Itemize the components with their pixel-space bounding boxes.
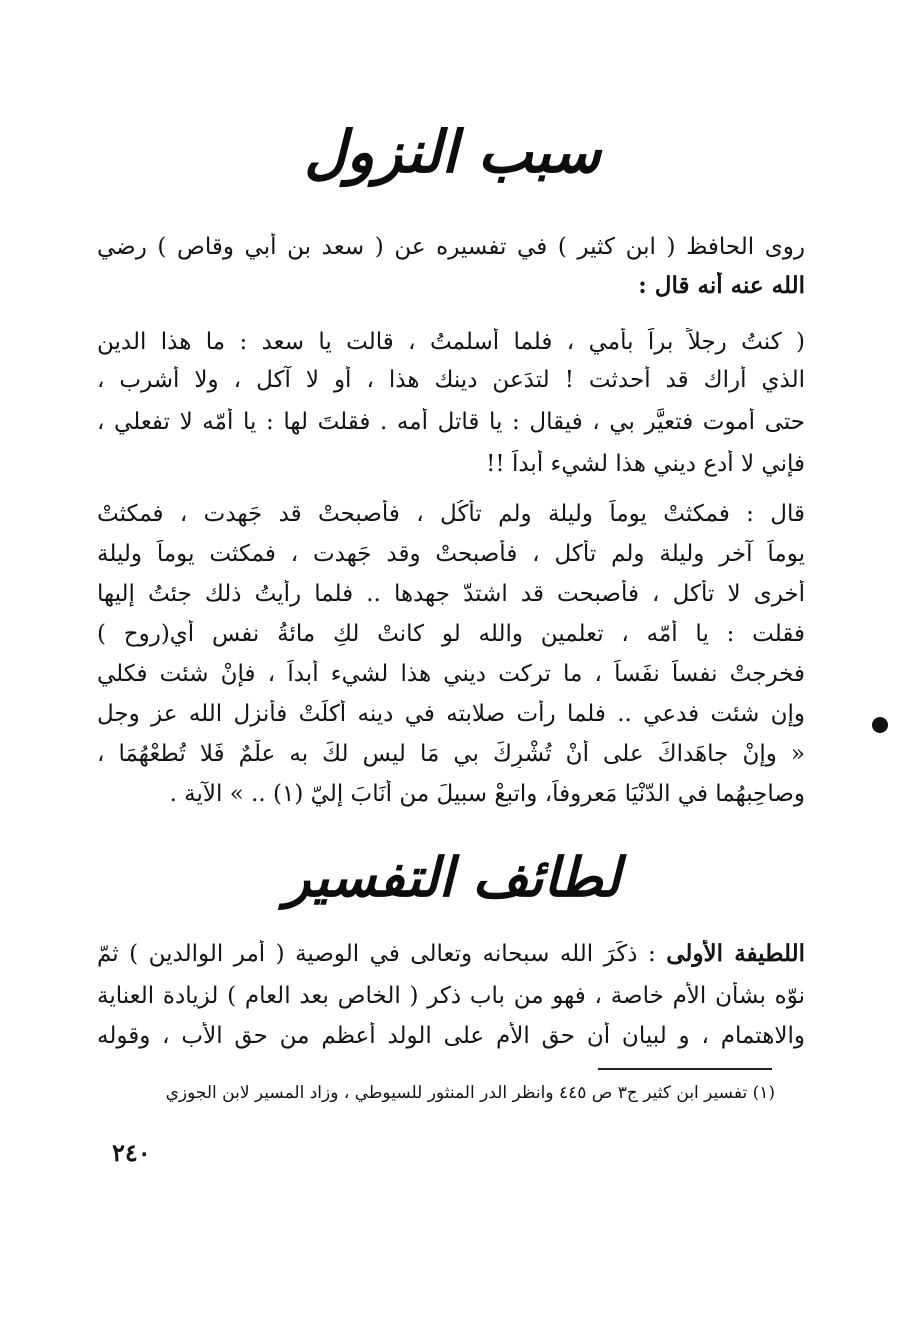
lataif-label: اللطيفة الأولى (666, 940, 805, 967)
lataif-line-1-text: : ذكَرَ الله سبحانه وتعالى في الوصية ( أمر الوالدين ) ثمّ (97, 941, 656, 967)
quote-line-3: حتى أموت فتعيَّر بي ، فيقال : يا قاتل أمه . فقلتَ لها : يا أمّه لا تفعلي ، (97, 409, 805, 435)
story-line-1: قال : فمكثتْ يوماً وليلة ولم تأكُل ، فأصبحتْ قد جَهدت ، فمكثتْ (97, 501, 805, 527)
story-line-2: يوماً آخر وليلة ولم تأكل ، فأصبحتْ وقد جَهدت ، فمكثت يوماً وليلة (97, 541, 805, 567)
story-line-5: فخرجتْ نفساً نفَساً ، ما تركت ديني هذا لشيء أبداً ، فإنْ شئت فكلي (97, 661, 805, 687)
section-heading-sabab-al-nuzul: سبب النزول (304, 118, 601, 186)
quote-line-1: ( كنتُ رجلاً براً بأمي ، فلما أسلمتُ ، قالت يا سعد : ما هذا الدين (97, 329, 805, 355)
story-line-7: « وإنْ جاهَداكَ على أنْ تُشْرِكَ بي مَا ليس لكَ به علْمٌ فَلا تُطعْهُمَا ، (97, 741, 805, 767)
intro-line-1: روى الحافظ ( ابن كثير ) في تفسيره عن ( سعد بن أبي وقاص ) رضي (97, 234, 805, 260)
story-line-3: أخرى لا تأكل ، فأصبحت قد اشتدّ جهدها .. فلما رأيتُ ذلك جئتُ إليها (97, 581, 805, 607)
footnote: (١) تفسير ابن كثير ج٣ ص ٤٤٥ وانظر الدر المنثور للسيوطي ، وزاد المسير لابن الجوزي (165, 1083, 775, 1103)
lataif-line-2: نوّه بشأن الأم خاصة ، فهو من باب ذكر ( الخاص بعد العام ) لزيادة العناية (97, 983, 805, 1009)
section-heading-lataif-al-tafsir: لطائف التفسير (284, 845, 621, 909)
story-line-4: فقلت : يا أمّه ، تعلمين والله لو كانتْ لكِ مائةُ نفس أي(روح ) (97, 621, 805, 647)
ink-blot (872, 717, 888, 733)
lataif-line-1 (97, 940, 805, 968)
lataif-line-3: والاهتمام ، و لبيان أن حق الأم على الولد أعظم من حق الأب ، وقوله (97, 1023, 805, 1049)
quote-line-4: فإني لا أدع ديني هذا لشيء أبداً !! (486, 451, 805, 477)
story-line-8: وصاحِبهُما في الدّنْيَا مَعروفاً، واتبعْ سبيلَ من أنَابَ إليّ (١) .. » الآية . (169, 781, 805, 807)
intro-line-2: الله عنه أنه قال : (638, 272, 805, 299)
story-line-6: وإن شئت فدعي .. فلما رأت صلابته في دينه أكلَتْ فأنزل الله عز وجل (97, 701, 805, 727)
footnote-divider (598, 1068, 772, 1070)
quote-line-2: الذي أراك قد أحدثت ! لتدَعن دينك هذا ، أو لا آكل ، ولا أشرب ، (97, 367, 805, 393)
page-number: ٢٤٠ (112, 1138, 151, 1167)
